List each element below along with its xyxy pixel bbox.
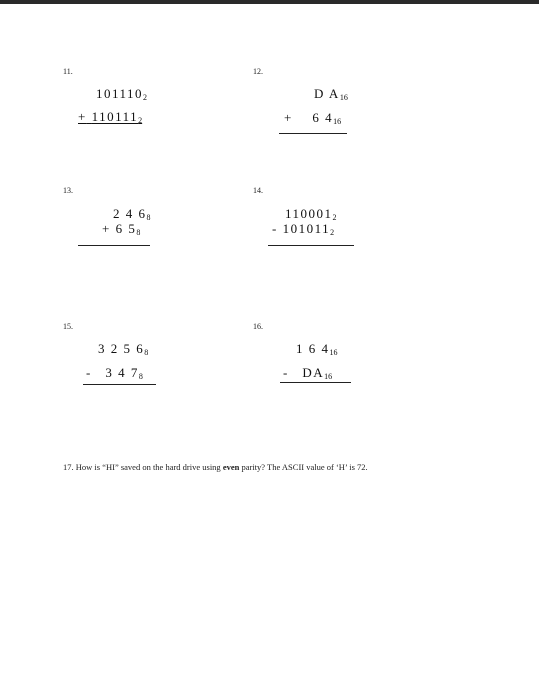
problem-16-top xyxy=(296,342,338,360)
problem-number-16: 16. xyxy=(253,322,263,331)
problem-number-12: 12. xyxy=(253,67,263,76)
problem-13-answer-line xyxy=(78,245,150,246)
problem-15-answer-line xyxy=(83,384,156,385)
problem-11-top-value: 101110 xyxy=(96,86,144,101)
problem-12-top xyxy=(314,87,348,105)
problem-16-top-value: 1 6 4 xyxy=(296,341,330,356)
problem-14-top-value: 110001 xyxy=(285,206,333,221)
problem-11-bottom-value: 110111 xyxy=(91,109,139,124)
problem-16-operator: - xyxy=(283,365,289,380)
problem-11-bottom-base: 2 xyxy=(138,116,143,125)
problem-15-top xyxy=(98,342,148,360)
problem-13-operator: + xyxy=(102,221,111,236)
problem-11-operator: + xyxy=(78,109,87,124)
problem-number-15: 15. xyxy=(63,322,73,331)
problem-12-bottom-base: 16 xyxy=(333,117,342,126)
problem-12-operator: + xyxy=(284,110,293,125)
problem-15-top-base: 8 xyxy=(144,348,149,357)
question-17-emphasis: even xyxy=(222,462,240,472)
problem-11-top xyxy=(96,87,147,105)
problem-number-11: 11. xyxy=(63,67,73,76)
problem-13-bottom xyxy=(102,222,140,240)
problem-16-bottom-base: 16 xyxy=(324,372,333,381)
problem-number-14: 14. xyxy=(253,186,263,195)
problem-12-bottom-value: 6 4 xyxy=(312,110,334,125)
problem-13-top-base: 8 xyxy=(146,213,151,222)
problem-14-bottom-base: 2 xyxy=(330,228,335,237)
problem-15-operator: - xyxy=(86,365,92,380)
problem-14-bottom xyxy=(272,222,334,240)
problem-12-bottom xyxy=(284,111,341,129)
problem-12-answer-line xyxy=(279,133,347,134)
problem-14-top-base: 2 xyxy=(332,213,337,222)
problem-15-bottom-base: 8 xyxy=(138,372,143,381)
problem-13-bottom-base: 8 xyxy=(136,228,141,237)
problem-14-answer-line xyxy=(268,245,354,246)
problem-11-bottom xyxy=(78,110,142,128)
problem-15-top-value: 3 2 5 6 xyxy=(98,341,145,356)
problem-16-top-base: 16 xyxy=(329,348,338,357)
problem-14-operator: - xyxy=(272,221,278,236)
problem-15-bottom xyxy=(86,366,143,384)
question-17-prefix: 17. How is “HI” saved on the hard drive using xyxy=(63,462,223,472)
problem-15-bottom-value: 3 4 7 xyxy=(105,365,139,380)
problem-16-answer-line xyxy=(280,382,351,383)
problem-16-bottom-value: DA xyxy=(302,365,325,380)
problem-14-bottom-value: 101011 xyxy=(282,221,331,236)
problem-11-top-base: 2 xyxy=(143,93,148,102)
question-17-suffix: parity? The ASCII value of ‘H’ is 72. xyxy=(239,462,368,472)
problem-12-top-value: D A xyxy=(314,86,340,101)
problem-12-top-base: 16 xyxy=(339,93,348,102)
question-17 xyxy=(63,462,368,472)
top-bar xyxy=(0,0,539,4)
problem-number-13: 13. xyxy=(63,186,73,195)
problem-13-bottom-value: 6 5 xyxy=(115,221,137,236)
problem-13-top-value: 2 4 6 xyxy=(113,206,147,221)
